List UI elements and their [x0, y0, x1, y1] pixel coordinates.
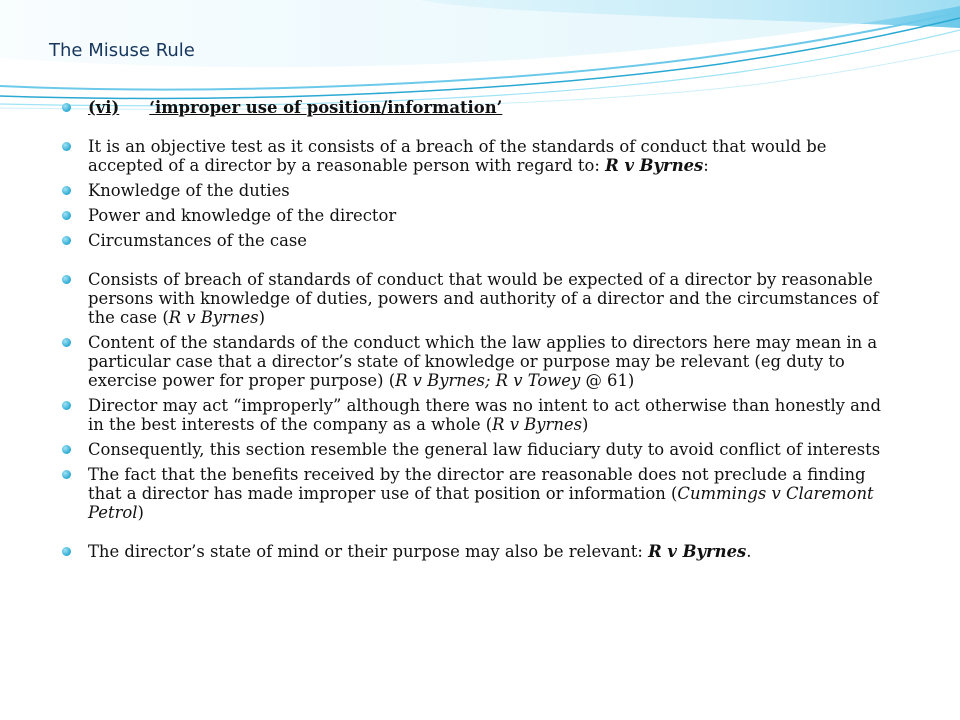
bullet-text-segment: (vi)	[88, 98, 120, 117]
bullet-item	[60, 440, 890, 459]
bullet-text-segment: )	[582, 415, 589, 434]
bullet-text-segment: .	[746, 542, 752, 561]
bullet-text-segment: ‘improper use of position/information’	[149, 98, 503, 117]
bullet-dot-icon	[62, 338, 71, 347]
bullet-text-segment: Cummings v Claremont Petrol	[88, 484, 874, 522]
bullet-item	[60, 542, 890, 561]
bullet-text-segment: Director may act “improperly” although there was no intent to act otherwise than honestly and in the best interests of the company as a whole (	[88, 396, 881, 434]
bullet-dot-icon	[62, 445, 71, 454]
bullet-text-segment: )	[258, 308, 265, 327]
bullet-item	[60, 333, 890, 390]
bullet-text-segment: )	[137, 503, 144, 522]
bullet-text-segment: R v Byrnes; R v Towey	[395, 371, 581, 390]
bullet-text-segment: Circumstances of the case	[88, 231, 307, 250]
bullet-item	[60, 137, 890, 175]
bullet-list	[60, 98, 890, 567]
bullet-dot-icon	[62, 470, 71, 479]
bullet-dot-icon	[62, 142, 71, 151]
bullet-text-segment: R v Byrnes	[168, 308, 259, 327]
bullet-item	[60, 270, 890, 327]
bullet-text-segment: R v Byrnes	[492, 415, 582, 434]
bullet-text-segment: Content of the standards of the conduct which the law applies to directors here may mean in a particular case that a director’s state of knowledge or purpose may be relevant (eg duty to exercise power for proper purpose) (	[88, 333, 878, 390]
bullet-item	[60, 396, 890, 434]
bullet-item	[60, 206, 890, 225]
bullet-dot-icon	[62, 211, 71, 220]
bullet-item	[60, 98, 890, 117]
bullet-dot-icon	[62, 275, 71, 284]
bullet-text-segment: Consequently, this section resemble the general law fiduciary duty to avoid conflict of interests	[88, 440, 881, 459]
bullet-text-segment: Power and knowledge of the director	[88, 206, 397, 225]
bullet-dot-icon	[62, 186, 71, 195]
bullet-dot-icon	[62, 236, 71, 245]
bullet-dot-icon	[62, 401, 71, 410]
bullet-text-segment: Knowledge of the duties	[88, 181, 290, 200]
bullet-text-segment: @ 61)	[580, 371, 635, 390]
bullet-item	[60, 181, 890, 200]
bullet-text-segment: R v Byrnes	[648, 542, 747, 561]
bullet-item	[60, 231, 890, 250]
bullet-text-segment: The fact that the benefits received by the director are reasonable does not preclude a finding that a director has made improper use of that position or information (	[88, 465, 866, 503]
bullet-text-segment: It is an objective test as it consists of a breach of the standards of conduct that would be accepted of a director by a reasonable person with regard to:	[88, 137, 827, 175]
bullet-text-segment: The director’s state of mind or their purpose may also be relevant:	[88, 542, 649, 561]
bullet-text-segment: R v Byrnes	[605, 156, 704, 175]
bullet-text-segment: :	[703, 156, 709, 175]
bullet-dot-icon	[62, 547, 71, 556]
bullet-dot-icon	[62, 103, 71, 112]
bullet-text-segment: Consists of breach of standards of conduct that would be expected of a director by reasonable persons with knowledge of duties, powers and authority of a director and the circumstances of the case (	[88, 270, 879, 327]
bullet-item	[60, 465, 890, 522]
slide-title: The Misuse Rule	[49, 40, 195, 61]
